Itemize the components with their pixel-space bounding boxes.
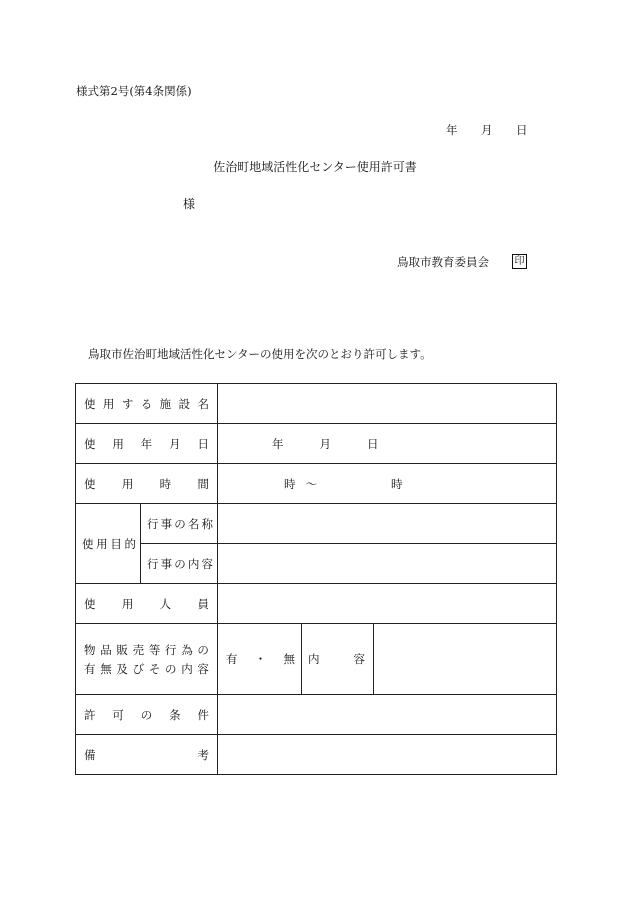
time-field[interactable]	[218, 464, 557, 504]
purpose-row-1	[76, 504, 557, 544]
label-char: そ	[148, 661, 161, 676]
attendees-row	[76, 584, 557, 624]
content-label	[301, 624, 373, 694]
label-char: 使	[84, 476, 96, 491]
attendees-field[interactable]	[218, 584, 557, 624]
spaced-label	[147, 556, 213, 572]
label-char: の	[197, 642, 209, 657]
label-char: 有	[84, 661, 96, 676]
event-name-label	[141, 504, 218, 544]
issue-date-month: 月	[481, 123, 493, 137]
sales-yes-no[interactable]	[218, 624, 301, 694]
label-char: 目	[110, 536, 122, 551]
sales-content-field[interactable]	[373, 624, 556, 694]
label-char: の	[165, 661, 177, 676]
label-char: 考	[197, 747, 209, 762]
label-char: 及	[116, 661, 128, 676]
label-char: 物	[84, 642, 96, 657]
label-char: 時	[159, 476, 172, 491]
content-label-a: 内	[308, 652, 320, 666]
label-char: 用	[96, 536, 108, 551]
label-char: 等	[148, 642, 161, 657]
label-char: 容	[197, 661, 209, 676]
label-char: す	[121, 396, 134, 411]
time-from-unit: 時	[284, 476, 296, 491]
label-char: 可	[112, 707, 124, 722]
remarks-row	[76, 735, 557, 775]
label-char: 用	[102, 396, 115, 411]
label-char: 売	[132, 642, 145, 657]
label-char: 使	[84, 436, 96, 451]
facility-name-label	[76, 384, 218, 424]
label-char: の	[140, 707, 153, 722]
sales-yes: 有	[226, 652, 238, 666]
label-char: 容	[201, 556, 213, 571]
purpose-row-2	[76, 544, 557, 584]
remarks-label	[76, 735, 218, 775]
spaced-label	[84, 707, 209, 723]
label-char: 行	[165, 642, 177, 657]
issuer-name: 鳥取市教育委員会	[397, 255, 489, 269]
time-to-unit: 時	[391, 476, 403, 491]
spaced-label	[84, 436, 209, 452]
document-title: 佐治町地域活性化センター使用許可書	[213, 160, 417, 174]
label-char: 用	[112, 436, 124, 451]
facility-name-field[interactable]	[218, 384, 557, 424]
spaced-label	[84, 476, 209, 492]
label-char: 事	[160, 556, 173, 571]
attendees-label	[76, 584, 218, 624]
label-char: 員	[197, 596, 209, 611]
purpose-label	[76, 504, 141, 584]
content-label-b: 容	[353, 652, 365, 666]
spaced-label	[84, 747, 209, 763]
label-char: 許	[84, 707, 96, 722]
time-label	[76, 464, 218, 504]
date-row	[76, 424, 557, 464]
spaced-label	[84, 661, 209, 677]
time-row	[76, 464, 557, 504]
spaced-label	[84, 642, 209, 658]
label-char: 件	[197, 707, 209, 722]
date-label	[76, 424, 218, 464]
label-char: 日	[197, 436, 209, 451]
date-field[interactable]	[218, 424, 557, 464]
event-content-field[interactable]	[218, 544, 557, 584]
label-char: 備	[84, 747, 96, 762]
sales-label	[76, 624, 218, 695]
time-tilde: ～	[305, 476, 317, 491]
label-char: 間	[197, 476, 209, 491]
label-char: る	[140, 396, 153, 411]
label-char: 年	[140, 436, 153, 451]
label-char: 無	[100, 661, 112, 676]
label-char: 条	[169, 707, 181, 722]
event-name-field[interactable]	[218, 504, 557, 544]
label-char: 名	[187, 516, 200, 531]
date-month-unit: 月	[319, 436, 331, 451]
label-char: 内	[187, 556, 200, 571]
label-char: 用	[121, 596, 134, 611]
label-char: 事	[160, 516, 173, 531]
label-char: 販	[116, 642, 128, 657]
conditions-row	[76, 695, 557, 735]
label-char: 為	[181, 642, 193, 657]
spaced-label	[82, 536, 136, 552]
label-char: 施	[159, 396, 172, 411]
remarks-field[interactable]	[218, 735, 557, 775]
label-char: 使	[84, 596, 96, 611]
spaced-label	[147, 516, 213, 532]
facility-row	[76, 384, 557, 424]
label-char: 品	[100, 642, 112, 657]
spaced-label	[84, 396, 209, 412]
recipient-honorific: 様	[183, 197, 196, 211]
seal-stamp-box: 印	[512, 254, 527, 269]
issue-date-year: 年	[446, 123, 458, 137]
event-content-label	[141, 544, 218, 584]
sales-field	[218, 624, 557, 695]
conditions-field[interactable]	[218, 695, 557, 735]
permit-form-table	[75, 383, 557, 775]
label-char: 設	[178, 396, 191, 411]
label-char: 称	[201, 516, 213, 531]
label-char: 使	[82, 536, 94, 551]
date-day-unit: 日	[367, 436, 379, 451]
label-char: 行	[147, 556, 159, 571]
label-char: 的	[124, 536, 136, 551]
label-char: 用	[121, 476, 134, 491]
date-year-unit: 年	[272, 436, 284, 451]
label-char: び	[132, 661, 145, 676]
label-char: 行	[147, 516, 159, 531]
label-char: の	[174, 516, 186, 531]
label-char: 使	[84, 396, 96, 411]
sales-row	[76, 624, 557, 695]
issue-date-day: 日	[516, 123, 528, 137]
permission-statement: 鳥取市佐治町地域活性化センターの使用を次のとおり許可します。	[88, 347, 432, 361]
label-char: 名	[197, 396, 209, 411]
sales-no: 無	[283, 652, 295, 666]
label-char: 月	[169, 436, 181, 451]
label-char: 内	[181, 661, 193, 676]
label-char: の	[174, 556, 186, 571]
spaced-label	[84, 596, 209, 612]
form-number: 様式第2号(第4条関係)	[76, 84, 192, 98]
conditions-label	[76, 695, 218, 735]
label-char: 人	[159, 596, 172, 611]
sales-dot: ・	[254, 652, 267, 666]
